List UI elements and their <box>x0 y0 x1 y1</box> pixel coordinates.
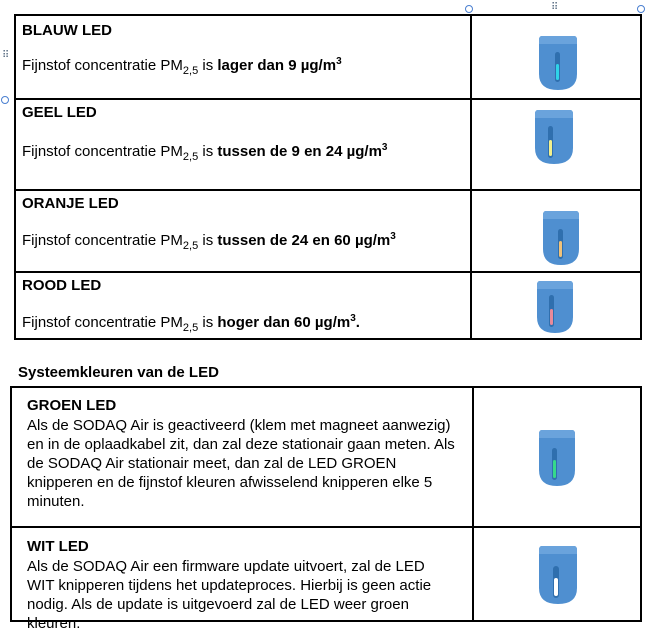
led-title: GEEL LED <box>22 104 97 121</box>
led-image-cell <box>472 191 640 271</box>
led-description-cell <box>16 191 472 271</box>
led-description: Als de SODAQ Air is geactiveerd (klem met magneet aanwezig) en in de oplaadkabel zit, dan zal deze stationair gaan meten. Als de SODAQ Air stationair meet, dan zal de LED GROEN knipperen en de fijnstof kleuren afwisselend knipperen elke 5 minuten. <box>27 417 455 510</box>
table-row <box>14 271 642 340</box>
resize-handle-icon[interactable] <box>1 96 9 104</box>
sodaq-device-image <box>542 209 580 267</box>
led-description: Fijnstof concentratie $PM_{2,5}$ is hoger dan 60 $\mu g/m^3$. <box>22 313 360 334</box>
led-color-table <box>14 14 642 340</box>
led-description-cell <box>16 16 472 98</box>
sodaq-device-image <box>538 34 578 92</box>
led-description-cell <box>16 100 472 189</box>
table-row <box>14 189 642 273</box>
led-title: ROOD LED <box>22 277 102 294</box>
led-description: Als de SODAQ Air een firmware update uitvoert, zal de LED WIT knipperen tijdens het updateproces. Hierbij is geen actie nodig. Als de update is uitgevoerd zal de LED weer groen kleuren. <box>27 558 432 632</box>
table-row <box>14 98 642 191</box>
system-color-table <box>10 386 642 632</box>
led-description-cell <box>16 273 472 338</box>
drag-handle-icon[interactable]: ⠿ <box>551 2 559 13</box>
sodaq-device-image <box>538 544 578 606</box>
table-row <box>10 526 642 632</box>
led-description: Fijnstof concentratie $PM_{2,5}$ is tussen de 24 en 60 $\mu g/m^3$ <box>22 231 396 252</box>
led-image-cell <box>472 273 640 338</box>
led-title: WIT LED <box>27 538 89 555</box>
resize-handle-icon[interactable] <box>637 5 645 13</box>
sodaq-device-image <box>536 279 574 335</box>
resize-handle-icon[interactable] <box>465 5 473 13</box>
drag-handle-icon[interactable]: ⠿ <box>2 50 10 61</box>
led-description-cell <box>12 388 474 526</box>
led-image-cell <box>472 16 640 98</box>
led-title: BLAUW LED <box>22 22 112 39</box>
led-image-cell <box>474 528 640 620</box>
led-description: Fijnstof concentratie $PM_{2,5}$ is tussen de 9 en 24 $\mu g/m^3$ <box>22 142 388 163</box>
led-image-cell <box>472 100 640 189</box>
led-image-cell <box>474 388 640 526</box>
sodaq-device-image <box>538 428 576 488</box>
section-heading: Systeemkleuren van de LED <box>18 364 219 381</box>
table-row <box>14 14 642 100</box>
sodaq-device-image <box>534 108 574 166</box>
led-title: ORANJE LED <box>22 195 119 212</box>
led-title: GROEN LED <box>27 397 117 414</box>
led-description: Fijnstof concentratie $PM_{2,5}$ is lager dan 9 $\mu g/m^3$ <box>22 56 342 77</box>
led-description-cell <box>12 528 474 632</box>
table-row <box>10 386 642 528</box>
